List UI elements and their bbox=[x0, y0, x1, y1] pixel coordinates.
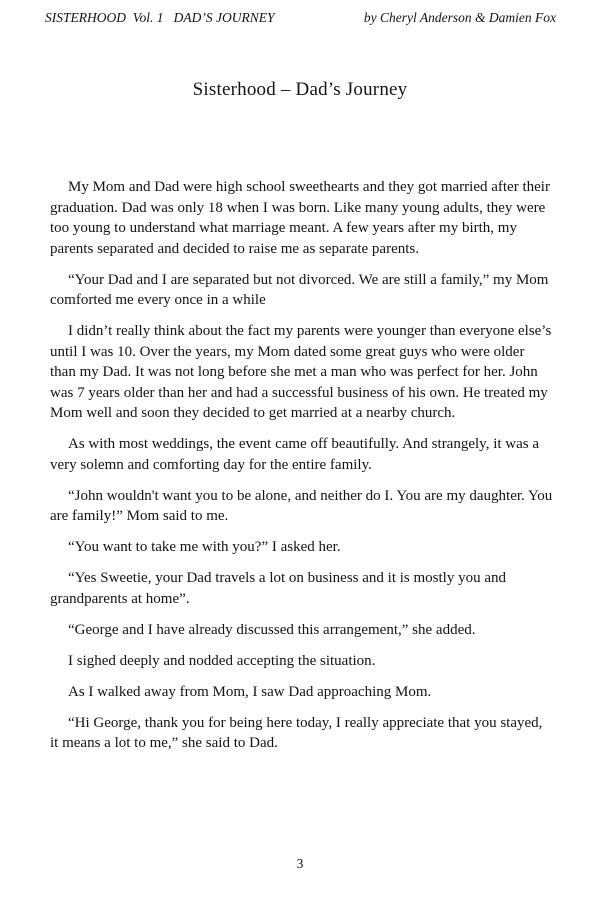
paragraph: “You want to take me with you?” I asked her. bbox=[68, 539, 341, 555]
header-author-credit: by Cheryl Anderson & Damien Fox bbox=[363, 10, 556, 25]
page-number: 3 bbox=[296, 856, 304, 871]
paragraph: “George and I have already discussed this arrangement,” she added. bbox=[68, 621, 476, 638]
body-text bbox=[50, 177, 553, 764]
paragraph: I sighed deeply and nodded accepting the situation. bbox=[68, 652, 376, 669]
paragraph: “Hi George, thank you for being here today, I really appreciate that you stayed, it means a lot to me,” she said to Dad. bbox=[50, 714, 543, 751]
paragraph: As with most weddings, the event came off beautifully. And strangely, it was a very solemn and comforting day for the entire family. bbox=[50, 436, 540, 473]
paragraph: My Mom and Dad were high school sweethearts and they got married after their graduation. Dad was only 18 when I was born. Like many young adults, they were too young to understand what marriage meant. A few years after my birth, my parents separated and decided to raise me as separate parents. bbox=[50, 179, 550, 257]
paragraph: “Your Dad and I are separated but not divorced. We are still a family,” my Mom comforted me every once in a while bbox=[50, 271, 549, 308]
paragraph: I didn’t really think about the fact my parents were younger than everyone else’s until I was 10. Over the years, my Mom dated some great guys who were older than my Dad. It was not long before she met a man who was perfect for her. John was 7 years older than her and had a successful business of his own. He treated my Mom well and soon they decided to get married at a nearby church. bbox=[50, 323, 552, 421]
running-header bbox=[45, 10, 556, 26]
paragraph: “Yes Sweetie, your Dad travels a lot on business and it is mostly you and grandparents at home”. bbox=[50, 570, 507, 607]
paragraph: “John wouldn't want you to be alone, and neither do I. You are my daughter. You are family!” Mom said to me. bbox=[50, 487, 553, 524]
header-book-title: SISTERHOOD Vol. 1 DAD’S JOURNEY bbox=[45, 10, 275, 25]
paragraph: As I walked away from Mom, I saw Dad approaching Mom. bbox=[68, 683, 432, 700]
page-title: Sisterhood – Dad’s Journey bbox=[192, 79, 408, 100]
